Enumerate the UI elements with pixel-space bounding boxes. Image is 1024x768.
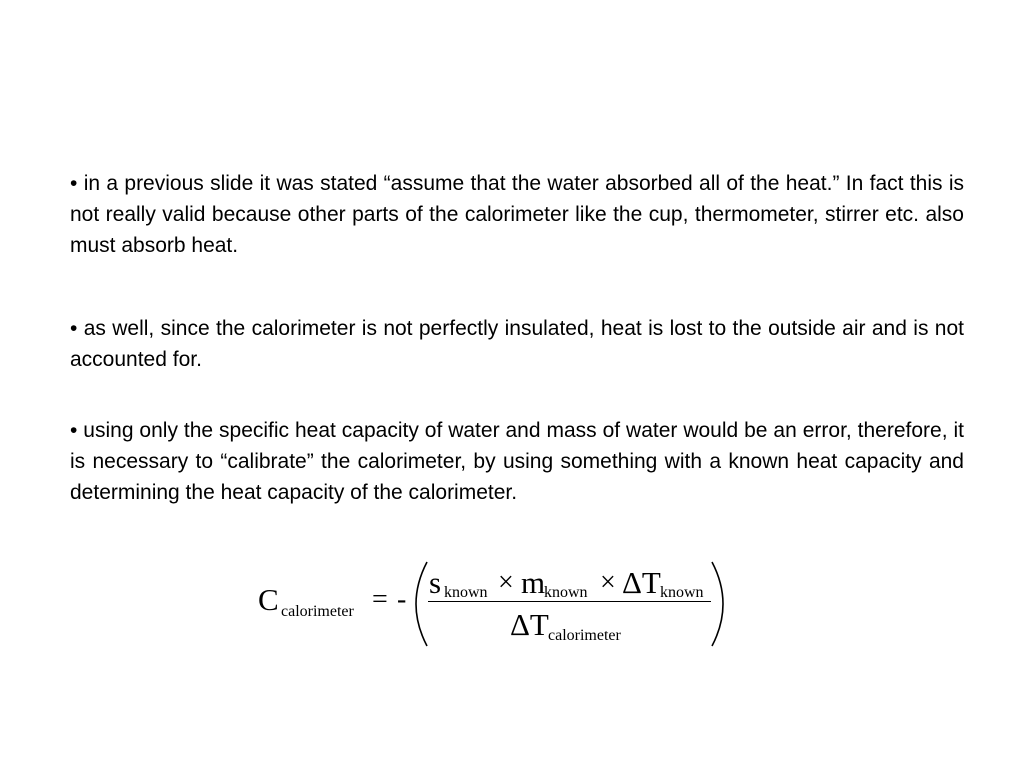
numerator-times-sign-2: × xyxy=(600,567,616,598)
numerator-specific-heat-subscript: known xyxy=(444,584,488,601)
formula-minus-sign: - xyxy=(397,584,407,615)
numerator-delta-t-subscript: known xyxy=(660,584,704,601)
formula-lhs-symbol: C xyxy=(258,582,279,617)
numerator-delta-t: ΔT xyxy=(622,565,661,600)
left-parenthesis xyxy=(416,562,427,646)
numerator-specific-heat: s xyxy=(429,565,442,600)
formula-equals-sign: = xyxy=(372,584,388,615)
right-parenthesis xyxy=(712,562,723,646)
numerator-mass: m xyxy=(521,565,546,600)
bullet-point-3: • using only the specific heat capacity of water and mass of water would be an error, therefore, it is necessary to “calibrate” the calorimeter, by using something with a known heat capacity and determining the heat capacity of the calorimeter. xyxy=(70,419,964,504)
fraction-bar xyxy=(428,601,711,602)
numerator-times-sign-1: × xyxy=(498,567,514,598)
bullet-point-1: • in a previous slide it was stated “assume that the water absorbed all of the heat.” In fact this is not really valid because other parts of the calorimeter like the cup, thermometer, stirrer etc. also must absorb heat. xyxy=(70,172,964,257)
formula-lhs-subscript: calorimeter xyxy=(281,603,354,620)
numerator-mass-subscript: known xyxy=(544,584,588,601)
denominator-delta-t-subscript: calorimeter xyxy=(548,627,621,644)
denominator-delta-t: ΔT xyxy=(510,607,549,642)
bullet-point-2: • as well, since the calorimeter is not perfectly insulated, heat is lost to the outside air and is not accounted for. xyxy=(70,317,964,371)
